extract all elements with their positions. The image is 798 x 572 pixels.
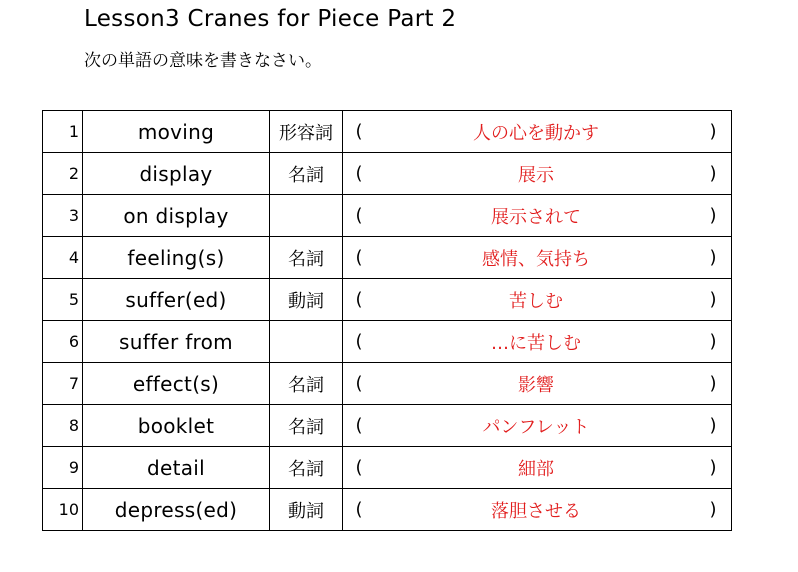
english-word: on display [83, 195, 270, 237]
answer-cell [343, 405, 732, 447]
row-number: 8 [43, 405, 83, 447]
answer-cell [343, 279, 732, 321]
row-number: 9 [43, 447, 83, 489]
answer-wrapper [343, 203, 731, 229]
close-paren: ) [709, 415, 717, 436]
english-word: suffer from [83, 321, 270, 363]
part-of-speech: 動詞 [270, 279, 343, 321]
row-number: 3 [43, 195, 83, 237]
japanese-meaning: 展示されて [491, 206, 581, 228]
english-word: booklet [83, 405, 270, 447]
vocabulary-table [42, 110, 732, 531]
answer-wrapper [343, 329, 731, 355]
row-number: 2 [43, 153, 83, 195]
close-paren: ) [709, 373, 717, 394]
row-number: 4 [43, 237, 83, 279]
answer-cell [343, 237, 732, 279]
english-word: effect(s) [83, 363, 270, 405]
japanese-meaning: …に苦しむ [491, 332, 581, 354]
table-row [43, 153, 732, 195]
open-paren: ( [355, 121, 363, 142]
part-of-speech: 名詞 [270, 405, 343, 447]
japanese-meaning: 落胆させる [491, 500, 581, 522]
open-paren: ( [355, 331, 363, 352]
answer-wrapper [343, 161, 731, 187]
part-of-speech: 名詞 [270, 153, 343, 195]
japanese-meaning: 影響 [518, 374, 554, 396]
answer-wrapper [343, 413, 731, 439]
page-title: Lesson3 Cranes for Piece Part 2 [84, 6, 457, 32]
open-paren: ( [355, 205, 363, 226]
close-paren: ) [709, 457, 717, 478]
close-paren: ) [709, 205, 717, 226]
part-of-speech: 形容詞 [270, 111, 343, 153]
close-paren: ) [709, 121, 717, 142]
answer-cell [343, 321, 732, 363]
row-number: 7 [43, 363, 83, 405]
part-of-speech: 名詞 [270, 237, 343, 279]
answer-wrapper [343, 287, 731, 313]
row-number: 5 [43, 279, 83, 321]
close-paren: ) [709, 247, 717, 268]
japanese-meaning: 人の心を動かす [473, 122, 599, 144]
open-paren: ( [355, 373, 363, 394]
japanese-meaning: パンフレット [482, 416, 590, 438]
open-paren: ( [355, 457, 363, 478]
answer-cell [343, 447, 732, 489]
open-paren: ( [355, 247, 363, 268]
english-word: depress(ed) [83, 489, 270, 531]
table-row [43, 279, 732, 321]
table-row [43, 405, 732, 447]
row-number: 1 [43, 111, 83, 153]
japanese-meaning: 細部 [518, 458, 554, 480]
part-of-speech: 名詞 [270, 447, 343, 489]
answer-wrapper [343, 455, 731, 481]
instruction-text: 次の単語の意味を書きなさい。 [84, 51, 322, 71]
open-paren: ( [355, 499, 363, 520]
open-paren: ( [355, 163, 363, 184]
table-row [43, 363, 732, 405]
answer-cell [343, 363, 732, 405]
japanese-meaning: 展示 [518, 164, 554, 186]
answer-wrapper [343, 245, 731, 271]
open-paren: ( [355, 415, 363, 436]
answer-cell [343, 489, 732, 531]
table-row [43, 489, 732, 531]
english-word: display [83, 153, 270, 195]
open-paren: ( [355, 289, 363, 310]
part-of-speech [270, 195, 343, 237]
close-paren: ) [709, 289, 717, 310]
answer-cell [343, 195, 732, 237]
table-row [43, 237, 732, 279]
japanese-meaning: 感情、気持ち [482, 248, 590, 270]
part-of-speech: 名詞 [270, 363, 343, 405]
japanese-meaning: 苦しむ [509, 290, 563, 312]
english-word: feeling(s) [83, 237, 270, 279]
close-paren: ) [709, 163, 717, 184]
answer-wrapper [343, 119, 731, 145]
table-row [43, 195, 732, 237]
answer-cell [343, 153, 732, 195]
english-word: detail [83, 447, 270, 489]
part-of-speech [270, 321, 343, 363]
vocabulary-table-body [43, 111, 732, 531]
row-number: 6 [43, 321, 83, 363]
close-paren: ) [709, 499, 717, 520]
close-paren: ) [709, 331, 717, 352]
answer-wrapper [343, 497, 731, 523]
answer-wrapper [343, 371, 731, 397]
part-of-speech: 動詞 [270, 489, 343, 531]
english-word: suffer(ed) [83, 279, 270, 321]
english-word: moving [83, 111, 270, 153]
row-number: 10 [43, 489, 83, 531]
answer-cell [343, 111, 732, 153]
table-row [43, 447, 732, 489]
table-row [43, 321, 732, 363]
table-row [43, 111, 732, 153]
